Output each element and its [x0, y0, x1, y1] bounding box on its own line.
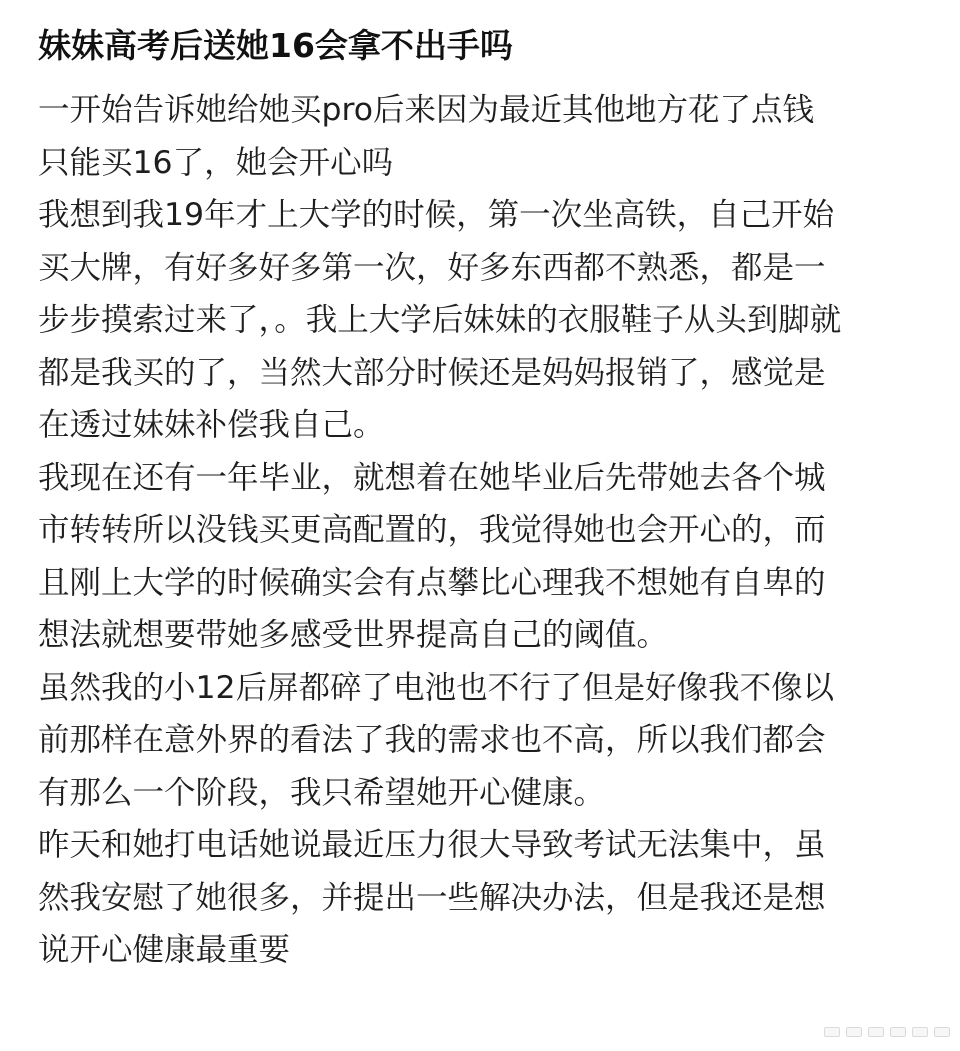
post-paragraph — [38, 819, 928, 977]
post-title: 妹妹高考后送她16会拿不出手吗 — [38, 26, 513, 65]
post-content — [38, 22, 928, 977]
paragraph-line: 说开心健康最重要 — [38, 932, 291, 968]
watermark — [824, 1027, 950, 1037]
paragraph-line: 虽然我的小12后屏都碎了电池也不行了但是好像我不像以 — [38, 669, 835, 706]
watermark-mark — [824, 1027, 840, 1037]
watermark-mark — [890, 1027, 906, 1037]
post-paragraph — [38, 84, 928, 189]
post-paragraph — [38, 452, 928, 662]
paragraph-line: 且刚上大学的时候确实会有点攀比心理我不想她有自卑的 — [38, 564, 826, 601]
paragraph-line: 我想到我19年才上大学的时候，第一次坐高铁，自己开始 — [38, 197, 835, 233]
watermark-mark — [846, 1027, 862, 1037]
post-body — [38, 84, 928, 977]
paragraph-line: 都是我买的了，当然大部分时候还是妈妈报销了，感觉是 — [38, 354, 826, 391]
post-paragraph — [38, 189, 928, 452]
paragraph-line: 步步摸索过来了，。我上大学后妹妹的衣服鞋子从头到脚就 — [38, 302, 842, 338]
paragraph-line: 想法就想要带她多感受世界提高自己的阈值。 — [38, 617, 669, 653]
paragraph-line: 有那么一个阶段，我只希望她开心健康。 — [38, 774, 606, 811]
paragraph-line: 只能买16了，她会开心吗 — [38, 144, 394, 181]
watermark-mark — [868, 1027, 884, 1037]
paragraph-line: 一开始告诉她给她买pro后来因为最近其他地方花了点钱 — [38, 92, 815, 128]
paragraph-line: 前那样在意外界的看法了我的需求也不高，所以我们都会 — [38, 722, 826, 758]
paragraph-line: 昨天和她打电话她说最近压力很大导致考试无法集中，虽 — [38, 827, 826, 863]
paragraph-line: 然我安慰了她很多，并提出一些解决办法，但是我还是想 — [38, 879, 826, 916]
watermark-mark — [912, 1027, 928, 1037]
watermark-mark — [934, 1027, 950, 1037]
paragraph-line: 我现在还有一年毕业，就想着在她毕业后先带她去各个城 — [38, 459, 826, 496]
post-paragraph — [38, 662, 928, 820]
paragraph-line: 市转转所以没钱买更高配置的，我觉得她也会开心的，而 — [38, 512, 826, 548]
paragraph-line: 买大牌，有好多好多第一次，好多东西都不熟悉，都是一 — [38, 249, 826, 286]
paragraph-line: 在透过妹妹补偿我自己。 — [38, 407, 385, 443]
